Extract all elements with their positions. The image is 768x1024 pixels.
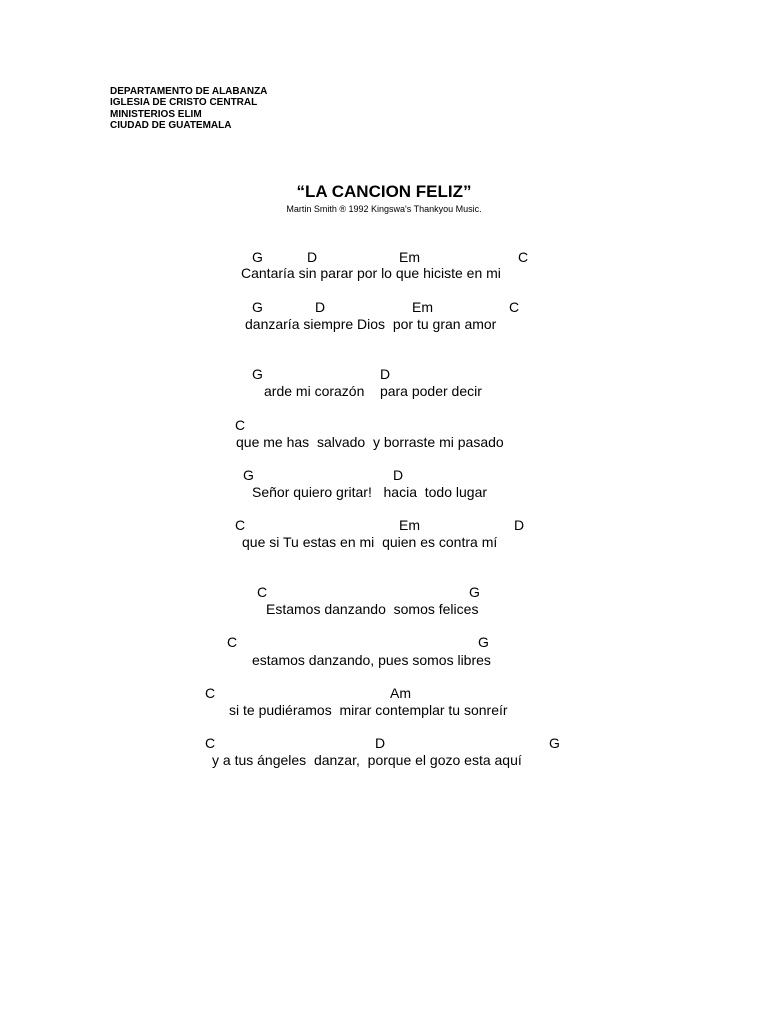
lyric-line: estamos danzando, pues somos libres	[252, 652, 491, 668]
lyric-line: que si Tu estas en mi quien es contra mí	[242, 534, 498, 550]
lyric-line: y a tus ángeles danzar, porque el gozo esta aquí	[212, 752, 522, 768]
chord: G	[549, 735, 560, 751]
chord: D	[514, 517, 525, 533]
lyric-line: que me has salvado y borraste mi pasado	[236, 434, 504, 450]
song-credit: Martin Smith ® 1992 Kingswa's Thankyou Music.	[286, 204, 482, 214]
chord: D	[380, 366, 391, 382]
chord: G	[252, 299, 263, 315]
chord: C	[205, 685, 216, 701]
chord: D	[315, 299, 326, 315]
lyric-line: si te pudiéramos mirar contemplar tu sonreír	[229, 702, 508, 718]
chord: G	[243, 467, 254, 483]
chord: Em	[399, 249, 420, 265]
chord: Em	[399, 517, 420, 533]
chord: C	[235, 517, 246, 533]
header-line-city: CIUDAD DE GUATEMALA	[110, 119, 232, 131]
chord: G	[252, 366, 263, 382]
chord: D	[375, 735, 386, 751]
chord: C	[227, 634, 238, 650]
lyric-line: Estamos danzando somos felices	[266, 601, 479, 617]
chord: C	[257, 584, 268, 600]
lyric-line: Cantaría sin parar por lo que hiciste en mi	[241, 265, 501, 281]
chord: Em	[412, 299, 433, 315]
organization-header	[110, 86, 267, 131]
chord: D	[307, 249, 318, 265]
chord: G	[478, 634, 489, 650]
header-line-ministry: MINISTERIOS ELIM	[110, 108, 202, 120]
header-line-church: IGLESIA DE CRISTO CENTRAL	[110, 97, 258, 109]
chord: C	[205, 735, 216, 751]
chord: C	[235, 417, 246, 433]
chord: C	[509, 299, 520, 315]
lyric-line: danzaría siempre Dios por tu gran amor	[245, 316, 497, 332]
song-title: “LA CANCION FELIZ”	[296, 182, 472, 201]
lyric-line: Señor quiero gritar! hacia todo lugar	[252, 484, 488, 500]
chord: Am	[390, 685, 411, 701]
chord: G	[469, 584, 480, 600]
header-line-department: DEPARTAMENTO DE ALABANZA	[110, 86, 268, 97]
chord: G	[252, 249, 263, 265]
chord: D	[393, 467, 404, 483]
lyric-line: arde mi corazón para poder decir	[264, 383, 482, 399]
chord: C	[518, 249, 529, 265]
